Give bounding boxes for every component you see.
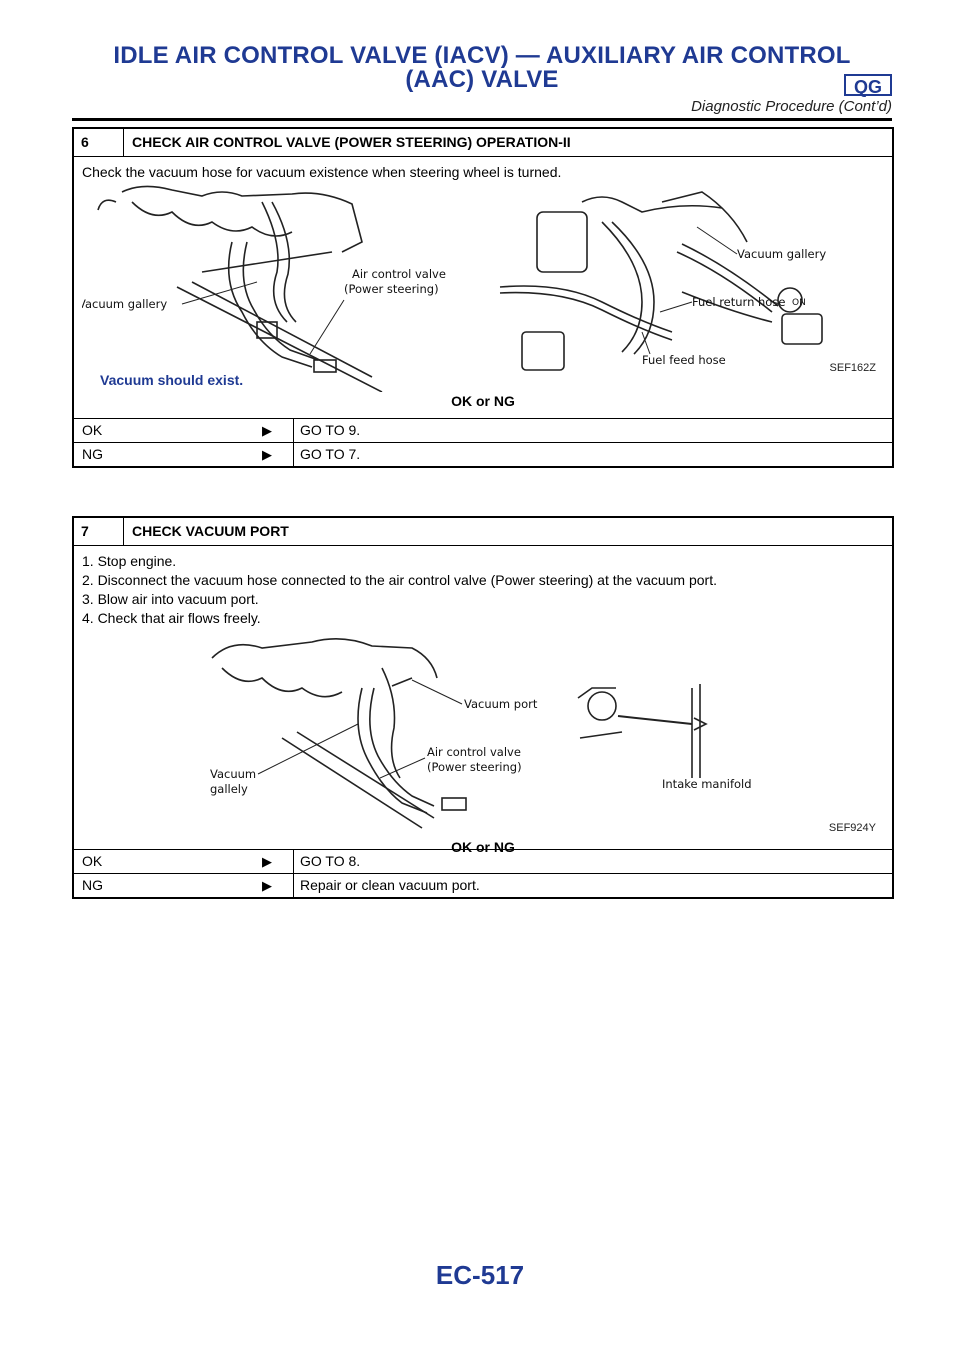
- result-row-ok: [74, 419, 892, 443]
- divider: [293, 874, 294, 897]
- result-key: OK: [82, 422, 103, 438]
- page-title: [72, 44, 892, 92]
- result-row-ok: [74, 850, 892, 874]
- label-vacuum-gallery-right: Vacuum gallery: [737, 247, 827, 261]
- step-number: 6: [74, 129, 124, 156]
- label-vacuum-gallery-1: Vacuum: [210, 767, 257, 781]
- result-key: NG: [82, 446, 103, 462]
- result-value: GO TO 8.: [300, 853, 361, 869]
- label-acv-line1: Air control valve: [427, 745, 521, 759]
- label-acv-line2: (Power steering): [427, 760, 522, 774]
- section-badge: QG: [844, 74, 892, 96]
- label-vacuum-gallery-left: Vacuum gallery: [82, 297, 168, 311]
- arrow-icon: ▶: [262, 423, 272, 438]
- header-rule: [72, 118, 892, 121]
- label-intake-manifold: Intake manifold: [662, 777, 752, 791]
- label-fuel-feed: Fuel feed hose: [642, 353, 726, 367]
- step-title: CHECK VACUUM PORT: [132, 523, 289, 539]
- page-subtitle: Diagnostic Procedure (Cont’d): [691, 98, 892, 115]
- step-line: 1. Stop engine.: [82, 553, 177, 569]
- arrow-icon: ▶: [262, 878, 272, 893]
- engine-diagram: [82, 182, 882, 392]
- result-key: NG: [82, 877, 103, 893]
- figure-ref: SEF162Z: [829, 362, 876, 374]
- step-6-body: [74, 157, 892, 419]
- arrow-icon: ▶: [262, 447, 272, 462]
- title-line-2: (AAC) VALVE: [405, 66, 559, 93]
- engine-diagram-figure: [82, 182, 884, 392]
- step-6-header: [74, 129, 892, 157]
- label-fuel-return: Fuel return hose: [692, 295, 786, 309]
- step-line: 2. Disconnect the vacuum hose connected to the air control valve (Power steering) at the vacuum port.: [82, 572, 717, 588]
- ok-or-ng-label: OK or NG: [451, 393, 515, 409]
- step-7-body: [74, 546, 892, 855]
- result-value: Repair or clean vacuum port.: [300, 877, 480, 893]
- vacuum-note: Vacuum should exist.: [100, 372, 244, 388]
- divider: [293, 419, 294, 442]
- label-vacuum-port: Vacuum port: [464, 697, 538, 711]
- step-title: CHECK AIR CONTROL VALVE (POWER STEERING) OPERATION-II: [132, 134, 571, 150]
- step-line: 4. Check that air flows freely.: [82, 610, 261, 626]
- result-value: GO TO 7.: [300, 446, 361, 462]
- result-key: OK: [82, 853, 103, 869]
- result-row-ng: [74, 874, 892, 897]
- label-acv-line1: Air control valve: [352, 267, 446, 281]
- page-header: [72, 44, 892, 120]
- figure-ref: SEF924Y: [828, 822, 876, 834]
- step-number: 7: [74, 518, 124, 545]
- result-value: GO TO 9.: [300, 422, 361, 438]
- label-vacuum-gallery-2: gallely: [210, 782, 248, 796]
- divider: [293, 443, 294, 466]
- instruction-text: Check the vacuum hose for vacuum existence when steering wheel is turned.: [82, 164, 562, 180]
- step-6-box: [72, 127, 894, 468]
- ok-or-ng-label: OK or NG: [451, 839, 515, 855]
- divider: [293, 850, 294, 873]
- step-7-box: [72, 516, 894, 899]
- vacuum-port-diagram: [82, 628, 882, 832]
- label-acv-line2: (Power steering): [344, 282, 439, 296]
- vacuum-port-figure: [82, 628, 884, 832]
- title-line-1: IDLE AIR CONTROL VALVE (IACV) — AUXILIARY AIR CONTROL: [113, 42, 851, 69]
- step-7-header: [74, 518, 892, 546]
- page-number: EC-517: [435, 1260, 525, 1290]
- step-line: 3. Blow air into vacuum port.: [82, 591, 259, 607]
- result-row-ng: [74, 443, 892, 466]
- on-key-icon: ON: [792, 298, 806, 308]
- arrow-icon: ▶: [262, 854, 272, 869]
